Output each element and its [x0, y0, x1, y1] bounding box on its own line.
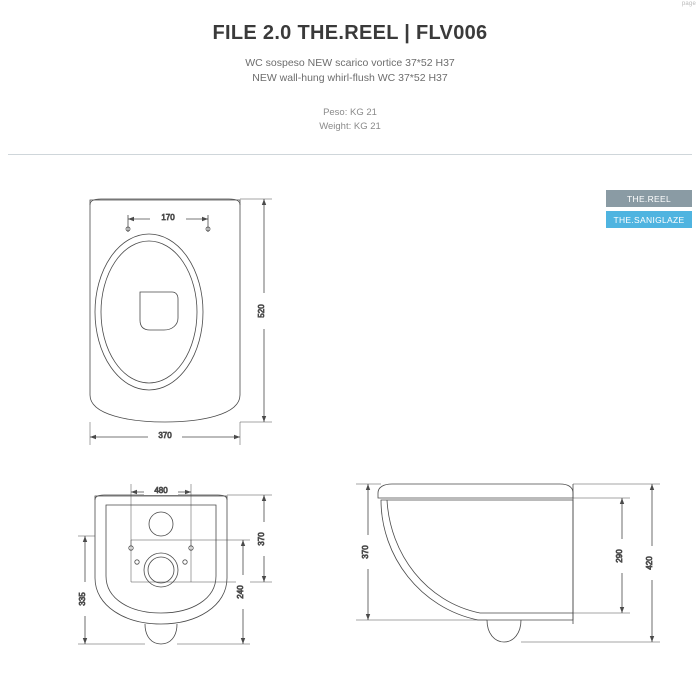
subtitle-english: NEW wall-hung whirl-flush WC 37*52 H37 — [252, 72, 448, 84]
top-view-dim-170: 170 — [161, 213, 175, 222]
side-view-dim-420: 420 — [645, 556, 654, 570]
front-view-dim-335: 335 — [78, 592, 87, 606]
subtitle-italian: WC sospeso NEW scarico vortice 37*52 H37 — [245, 57, 455, 69]
weight-italian: Peso: KG 21 — [323, 107, 377, 118]
page-title: FILE 2.0 THE.REEL | FLV006 — [212, 22, 488, 44]
side-view-dim-370: 370 — [361, 545, 370, 559]
side-view-drawing — [356, 484, 660, 642]
front-view-dim-240: 240 — [236, 585, 245, 599]
front-view-dim-480: 480 — [154, 486, 168, 495]
weight-english: Weight: KG 21 — [319, 121, 381, 132]
badge-the-reel: THE.REEL — [606, 190, 692, 207]
badge-the-saniglaze: THE.SANIGLAZE — [606, 211, 692, 228]
top-view-drawing — [90, 199, 272, 445]
front-view-dim-370: 370 — [257, 532, 266, 546]
top-view-dim-370: 370 — [158, 431, 172, 440]
side-view-dim-290: 290 — [615, 549, 624, 563]
front-view-drawing — [78, 484, 272, 644]
page-corner-label: page — [681, 1, 696, 7]
top-view-dim-520: 520 — [257, 304, 266, 318]
